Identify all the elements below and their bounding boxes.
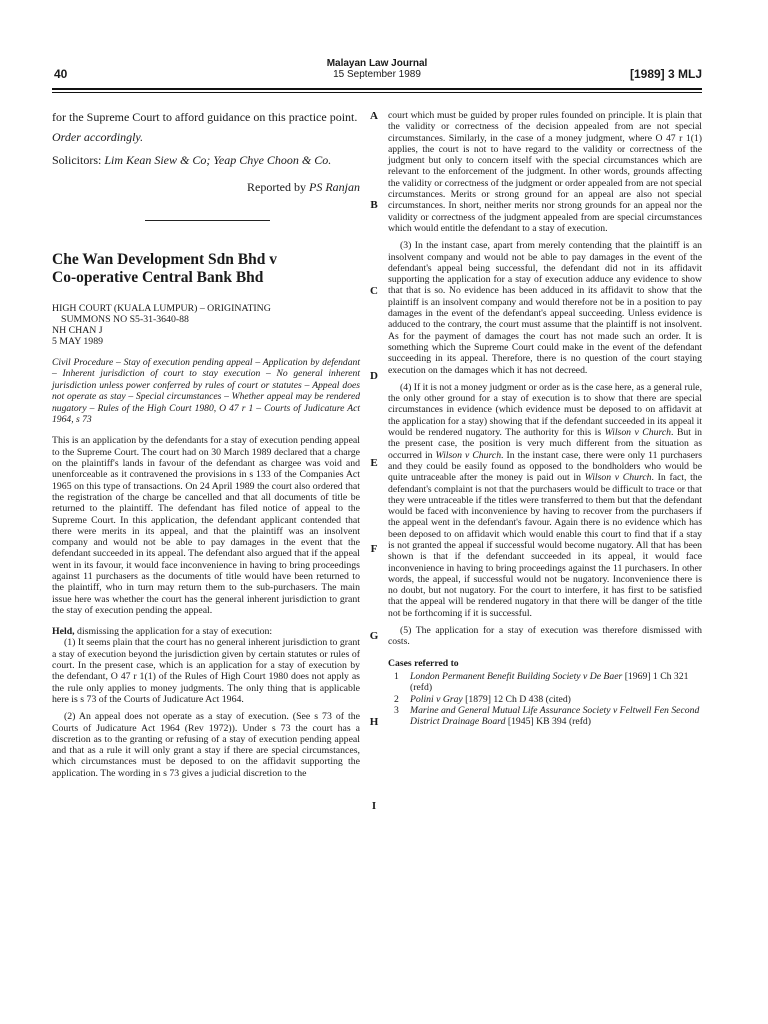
left-column <box>52 110 360 779</box>
case-title-line-2: Co-operative Central Bank Bhd <box>52 269 264 286</box>
held-point-1: (1) It seems plain that the court has no general inherent jurisdiction to grant a stay of execution beyond the jurisdiction given by certain statutes or rules of court. In the present case, which is an application for a stay of execution by the defendant, O 47 r 1(1) of the Rules of High Court 1980 does not apply as the rule only applies to money judgments. The only thing that is applicable here is s 73 of the Courts of Judicature Act 1964. <box>52 637 360 705</box>
margin-letter-b: B <box>370 199 378 211</box>
margin-letter-a: A <box>370 110 378 122</box>
margin-letter-h: H <box>369 716 379 728</box>
held-point-2: (2) An appeal does not operate as a stay of execution. (See s 73 of the Courts of Judicature Act 1964 (Rev 1972)). Under s 73 the court has a discretion as to the granting or refusing of a stay of execution pending appeal and that as a rule it will only grant a stay if there are special circumstances, which circumstances must be deposed to on the affidavit supporting the application. The wording in s 73 gives a judicial discretion to the <box>52 711 360 779</box>
held-point-4-text-a: (4) If it is not a money judgment or order as is the case here, as a general rule, the only other ground for a stay of execution is to show that there are special circumstances in evidence (which evidence must be deposed to on affidavit at the application for a stay) showing that if the defendant succeeded in its appeal it would be rendered nugatory. The authority for this is <box>388 381 702 439</box>
case-number: 3 <box>394 704 399 716</box>
judgment-para-continued: court which must be guided by proper rules founded on principle. It is plain that the validity or correctness of the decision appealed from are not special circumstances. Similarly, in the case of a money judgment, where O 47 r 1(1) applies, the court is not to have regard to the validity or correctness of the judgment but only to concern itself with the special circumstances which are relevant to the enforcement of the judgment. In other words, grounds affecting the validity or correctness of the judgment or order appealed from are not special circumstances. Merits or strong ground for an appeal are also not special circumstances. In short, neither merits nor strong grounds for an appeal nor the validity or correctness of the judgment appealed from are special circumstances which would entitle the defendant to a stay of execution. <box>388 110 702 234</box>
case-citation: [1879] 12 Ch D 438 (cited) <box>462 693 571 705</box>
held-section <box>52 626 360 779</box>
held-point-4-text-b: . But in the present case, the position is very much different from the situation as occurred in <box>388 427 702 461</box>
case-citation: [1945] KB 394 (refd) <box>505 716 591 728</box>
case-separator-rule <box>145 220 270 221</box>
case-name: Polini v Gray <box>410 693 463 705</box>
case-title-line-1: Che Wan Development Sdn Bhd v <box>52 251 277 268</box>
margin-letter-i: I <box>371 800 377 812</box>
reported-by-line <box>52 180 360 195</box>
case-ref-wilson-1: Wilson v Church <box>604 427 672 439</box>
judge-name: NH CHAN J <box>52 325 103 336</box>
solicitors-label: Solicitors: <box>52 153 102 167</box>
margin-letter-d: D <box>370 370 378 382</box>
page-number: 40 <box>54 67 68 81</box>
held-point-4-text-c: . In the instant case, there were only 11 purchasers and they could be easily found as opposed to the bondholders who would be quite untraceable after the money is paid out in <box>388 449 702 484</box>
solicitors-line <box>52 153 360 168</box>
cases-list <box>388 671 702 727</box>
citation: [1989] 3 MLJ <box>629 67 702 81</box>
previous-case-ending: for the Supreme Court to afford guidance on this practice point. <box>52 110 358 124</box>
case-ref-wilson-2: Wilson v Church <box>435 449 502 461</box>
case-list-item <box>388 705 702 728</box>
decision-date: 5 MAY 1989 <box>52 336 103 347</box>
headnote-intro: This is an application by the defendants for a stay of execution pending appeal to the Supreme Court. The court had on 30 March 1989 declared that a charge on the plaintiff's lands in favour of the defendant as chargee was void and unenforceable as it contravened the provisions in s 133 of the Companies Act 1965 on this type of transactions. On 24 April 1989 the court also ordered that the registration of the charge be cancelled and that all documents of title be returned to the plaintiff. The defendant has filed notice of appeal to the Supreme Court. In this application, the defendant applicant contended that there were merits in its appeal, and that the plaintiff was an insolvent company and would not be able to pay damages in the event that the defendant succeeded in its appeal. The defendant also argued that if the appeal went in its favour, it would face inconvenience in having to bring proceedings against 11 purchasers as the documents of title would have been returned to the plaintiff, who in turn may return them to the sub-purchasers. The main issue here was whether the court has the general inherent jurisdiction to grant the stay of execution pending the appeal. <box>52 435 360 616</box>
court-details <box>52 303 360 347</box>
margin-letter-e: E <box>370 457 378 469</box>
case-title <box>52 251 360 287</box>
header-center <box>52 58 702 80</box>
order-line: Order accordingly. <box>52 130 144 144</box>
case-number: 2 <box>394 693 399 705</box>
court-line-1: HIGH COURT (KUALA LUMPUR) – ORIGINATING <box>52 303 271 314</box>
margin-letter-f: F <box>370 543 378 555</box>
issue-date: 15 September 1989 <box>333 69 421 80</box>
case-number: 1 <box>394 670 399 682</box>
running-header <box>52 58 702 88</box>
reported-label: Reported by <box>247 180 306 194</box>
header-rule-thick <box>52 88 702 90</box>
case-name: Marine and General Mutual Life Assurance Society v Feltwell Fen Second District Drainage Board <box>410 704 700 728</box>
reporter-name: PS Ranjan <box>309 180 360 194</box>
journal-name: Malayan Law Journal <box>326 58 428 69</box>
header-rule-thin <box>52 92 702 93</box>
margin-letter-g: G <box>369 630 379 642</box>
court-line-2: SUMMONS NO S5-31-3640-88 <box>61 314 189 325</box>
cases-referred-heading: Cases referred to <box>388 657 459 669</box>
case-list-item <box>388 671 702 694</box>
catchwords: Civil Procedure – Stay of execution pending appeal – Application by defendant – Inherent jurisdiction of court to stay execution – No general inherent jurisdiction unless power conferred by rules of court or statutes – Appeal does not operate as stay – Special circumstances – Whether appeal may be rendered nugatory – Rules of the High Court 1980, O 47 r 1 – Courts of Judicature Act 1964, s 73 <box>52 357 360 426</box>
case-citation: [1969] 1 Ch 321 (refd) <box>410 670 689 694</box>
case-list-item <box>388 694 702 705</box>
case-ref-wilson-3: Wilson v Church <box>584 472 652 484</box>
held-point-4 <box>388 382 702 619</box>
held-point-3: (3) In the instant case, apart from merely contending that the plaintiff is an insolvent company and would not be able to pay damages in the event of the defendant's appeal being successful, the defendant did not in its affidavit supporting the application for a stay of execution adduce any evidence to show that that is so. No evidence has been adduced in its affidavit to show that the plaintiff is an insolvent company and would therefore not be in a position to pay damages in the event of the defendant's appeal succeeding. Unless evidence is adduced to the contrary, the court must assume that the plaintiff is not insolvent. As for the payment of damages the court has not made such an order. It is something which the Supreme Court could make in the event of the defendant succeeding in its appeal. Therefore, there is no question of the court staying execution on the damages which it has not decreed. <box>388 240 702 376</box>
held-label: Held, <box>52 626 75 638</box>
right-column <box>388 110 702 727</box>
held-point-5: (5) The application for a stay of execution was therefore dismissed with costs. <box>388 625 702 648</box>
margin-letter-c: C <box>370 285 378 297</box>
held-intro: dismissing the application for a stay of execution: <box>77 626 273 638</box>
held-point-4-text-d: . In fact, the defendant's complaint is not that the purchasers would be difficult to trace or that they were untraceable if the titles were transferred to them but that the defendant would be faced with inconvenience by having to recover from the purchasers if the appeal went in the defendant's favour. Again there is no evidence which has been deposed to on affidavit which would enable this court to find that if a stay is not granted the appeal if successful would become nugatory. All that has been shown is that if the defendant succeeded in its appeal, it would face inconvenience in having to bring proceedings against the 11 purchasers. In other words, the appeal, if successful would not be nugatory. Inconvenience there is no doubt, but not nugatory. For the court to interfere, it has first to be satisfied that the appeal will be rendered nugatory in that there will be danger of the title not be forthcoming if it is successful. <box>388 472 702 619</box>
case-name: London Permanent Benefit Building Society v De Baer <box>410 670 623 682</box>
solicitors-names: Lim Kean Siew & Co; Yeap Chye Choon & Co. <box>104 153 332 167</box>
